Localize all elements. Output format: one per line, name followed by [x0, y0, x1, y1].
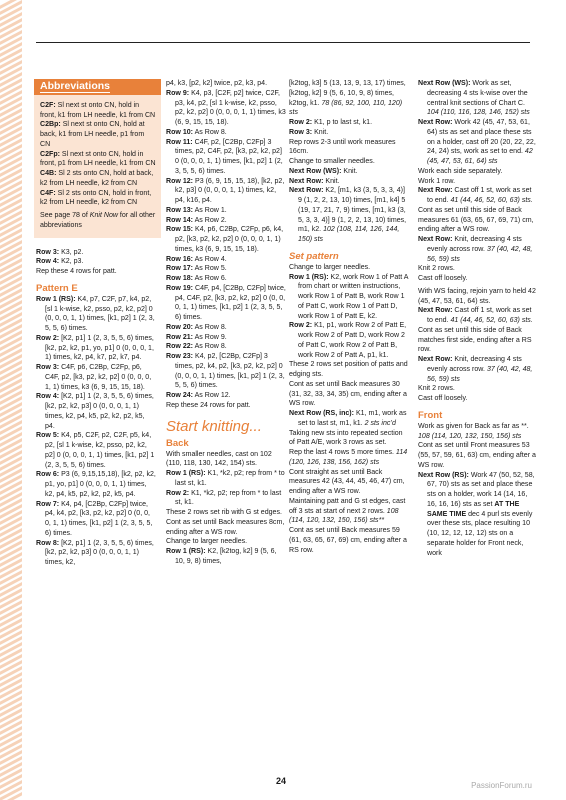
- instruction-text: [166, 450, 286, 470]
- instruction-text: [418, 287, 538, 307]
- instruction-row: [289, 186, 409, 245]
- stitch-count: 41 (44, 46, 52, 60, 63) sts.: [450, 317, 533, 324]
- row-text: Cast off 1 st, work as set to end.: [427, 307, 532, 324]
- instruction-text: [166, 518, 286, 538]
- instruction-text: [289, 157, 409, 167]
- row-text: Change to smaller needles.: [289, 158, 375, 165]
- instruction-text: [289, 448, 409, 468]
- row-text: K1, *k2, p2; rep from * to last st, k1.: [175, 489, 282, 507]
- row-text: Rep these 4 rows for patt.: [36, 268, 117, 275]
- column-1: [36, 79, 156, 568]
- row-label: Row 20:: [166, 323, 194, 331]
- row-label: Row 3:: [289, 128, 313, 136]
- start-knitting-heading: Start knitting...: [166, 417, 262, 435]
- watermark: PassionForum.ru: [471, 781, 532, 790]
- row-text: K4, p4, [C2Bp, C2Fp] twice, p4, k4, p2, [k3, p2, k2, p2] 0 (0, 0, 0, 1, 1) times, [k1, p2] 1 (2, 3, 5, 5, 6) times.: [45, 500, 153, 537]
- instruction-text: [418, 422, 538, 442]
- instruction-row: [36, 295, 156, 334]
- instruction-text: [166, 79, 286, 89]
- stitch-count: 108 (114, 120, 132, 150, 156) sts**: [289, 507, 399, 525]
- instruction-text: [166, 508, 286, 518]
- header-rule: [36, 42, 530, 43]
- stitch-count: 108 (114, 120, 132, 150, 156) sts: [418, 432, 522, 440]
- instruction-row: [166, 323, 286, 333]
- instruction-row: [289, 118, 409, 128]
- instruction-row: [418, 471, 538, 559]
- row-text: K2, [k2tog, k2] 9 (5, 6, 10, 9, 8) times,: [175, 548, 277, 565]
- stitch-count: 2 sts inc’d: [364, 419, 396, 427]
- pattern-e-continued: [166, 79, 286, 411]
- instruction-row: [166, 177, 286, 206]
- abbreviation-definition: Sl 2 sts onto CN, hold at back, k2 from LH needle, k2 from CN: [40, 170, 154, 187]
- row-text: As Row 2.: [193, 216, 227, 224]
- row-text: K2, p3.: [59, 258, 84, 266]
- back-heading: Back: [166, 437, 189, 449]
- instruction-row: [166, 206, 286, 216]
- row-text: Work 47 (50, 52, 58, 67, 70) sts as set and place these sts on a holder, work 14 (14, 16, 16, 16, 16) sts as set: [427, 471, 535, 508]
- instruction-text: [289, 360, 409, 380]
- stitch-count: 37 (40, 42, 48, 56, 59) sts: [427, 245, 533, 263]
- row-label: Next Row (WS):: [289, 167, 342, 175]
- row-text: Knit.: [323, 177, 340, 185]
- row-text: dec 4 purl sts evenly over these sts, place resulting 10 (10, 12, 12, 12, 12) sts on a separate holder for Front neck, work: [427, 510, 533, 557]
- instruction-row: [289, 167, 409, 177]
- row-text: Rep rows 2-3 until work measures 16cm.: [289, 138, 396, 156]
- row-text: K4, p5, C2F, p2, C2F, p5, k4, p2, [sl 1 k-wise, k2, psso, p2, k2, p2] 0 (0, 0, 0, 1, 1) times, [k1, p2] 1 (2, 3, 5, 5, 6) times.: [45, 432, 155, 469]
- row-text: As Row 8.: [193, 323, 227, 331]
- instruction-row: [36, 539, 156, 568]
- instruction-row: [289, 177, 409, 187]
- back-shaping-instructions: [418, 79, 538, 404]
- instruction-row: [36, 470, 156, 499]
- stitch-count: 42 (45, 47, 53, 61, 64) sts: [427, 148, 533, 165]
- instruction-row: [166, 284, 286, 323]
- abbreviation-term: C4F:: [40, 189, 56, 197]
- instruction-row: [166, 489, 286, 509]
- row-label: Next Row:: [418, 187, 453, 195]
- instruction-row: [166, 469, 286, 489]
- instruction-row: [166, 89, 286, 128]
- instruction-text: [289, 468, 409, 497]
- instruction-row: [418, 186, 538, 206]
- row-label: Next Row:: [289, 177, 324, 185]
- row-text: p4, k3, [p2, k2] twice, p2, k3, p4.: [166, 80, 268, 87]
- row-text: K4, p6, C2Bp, C2Fp, p6, k4, p2, [k3, p2, k2, p2] 0 (0, 0, 0, 1, 1) times, k3 (6, 9, 15, 15, 18).: [175, 226, 284, 253]
- stitch-count: 102 (108, 114, 126, 144, 150) sts: [298, 226, 400, 243]
- row-label: Row 19:: [166, 284, 194, 292]
- row-text: K1, m1, work as set to last st, m1, k1.: [298, 410, 407, 427]
- row-label: Row 3:: [36, 364, 60, 371]
- row-text: As Row 4.: [193, 255, 227, 263]
- row-text: Cast off 1 st, work as set to end.: [427, 187, 532, 204]
- row-text: Cont as set until this side of Back measures 61 (63, 65, 67, 69, 71) cm, ending after a WS row.: [418, 206, 534, 234]
- decorative-edge: [0, 0, 22, 800]
- instruction-text: [36, 267, 156, 277]
- row-text: Maintaining patt and G st edges, cast off 3 sts at start of next 2 rows.: [289, 497, 406, 515]
- row-text: K1, p1, work Row 2 of Patt E, work Row 2 of Patt D, work Row 2 of Patt C, work Row 2 of Patt B, work Row 2 of Patt A, p1, k1.: [298, 322, 407, 359]
- row-text: As Row 1.: [193, 206, 227, 214]
- row-text: K2, work Row 1 of Patt A from chart or written instructions, work Row 1 of Patt B, work Row 1 of Patt C, work Row 1 of Patt D, work Row 1 of Patt E, k2.: [298, 273, 409, 320]
- abbreviation-item: [40, 169, 156, 189]
- page-number: 24: [276, 776, 287, 786]
- row-label: Row 18:: [166, 275, 194, 282]
- row-text: [K2, p1] 1 (2, 3, 5, 5, 6) times, [k2, p2, k2, p3] 0 (0, 0, 0, 1, 1) times, k2,: [45, 539, 154, 566]
- row-label: Next Row (RS, inc):: [289, 410, 354, 417]
- instruction-row: [166, 255, 286, 265]
- row-text: Knit, decreasing 4 sts evenly across row.: [427, 236, 522, 253]
- instruction-row: [166, 391, 286, 401]
- row-label: Row 13:: [166, 206, 194, 214]
- instruction-text: [418, 206, 538, 235]
- row-text: Change to larger needles.: [166, 538, 248, 546]
- abbreviation-definition: Sl next st onto CN, hold in front, p1 from LH needle, k1 from CN: [40, 150, 156, 168]
- instruction-text: [418, 394, 538, 404]
- instruction-row: [36, 363, 156, 392]
- row-label: Row 1 (RS):: [166, 470, 206, 477]
- row-text: K4, p7, C2F, p7, k4, p2, [sl 1 k-wise, k2, psso, p2, k2, p2] 0 (0, 0, 0, 1, 1) times, [k1, p2] 1 (2, 3, 5, 5, 6) times.: [45, 295, 155, 332]
- row-text: Change to larger needles.: [289, 263, 371, 271]
- row-label: Row 4:: [36, 393, 60, 401]
- row-text: As Row 12.: [193, 392, 231, 399]
- instruction-text: [166, 401, 286, 411]
- abbreviation-term: C2Fp:: [40, 150, 60, 158]
- row-label: Row 1 (RS):: [36, 295, 76, 303]
- row-text: These 2 rows set position of patts and edging sts.: [289, 361, 408, 378]
- row-text: K4, p3, [C2F, p2] twice, C2F, p3, k4, p2, [sl 1 k-wise, k2, psso, p2, k2, p2] 0 (0, 0, 0, 1, 1) times, k3 (6, 9, 15, 15, 18).: [175, 89, 286, 126]
- column-3: [289, 79, 409, 555]
- row-text: K3, p2.: [59, 248, 84, 256]
- row-text: K2, [m1, k3 (3, 5, 3, 3, 4)] 9 (1, 2, 2, 13, 10) times, [m1, k4] 5 (19, 17, 21, 7, 9) times, [m1, k3 (3, 5, 3, 3, 4)] 9 (1, 2, 2, 13, 10) times, m1, k2.: [298, 187, 407, 234]
- instruction-row: [418, 306, 538, 326]
- row-label: Next Row:: [418, 119, 453, 126]
- instruction-row: [36, 334, 156, 363]
- abbreviation-definition: Sl next st onto CN, hold at back, k1 from LH needle, p1 from CN: [40, 121, 145, 148]
- row-label: Row 12:: [166, 177, 194, 185]
- instruction-row: [166, 225, 286, 254]
- instruction-row: [289, 409, 409, 429]
- row-text: Cont as set until this side of Back matches first side, ending after a RS row.: [418, 326, 532, 354]
- row-text: Cast off loosely.: [418, 275, 468, 282]
- row-label: Row 2:: [289, 322, 313, 330]
- front-heading: Front: [418, 409, 443, 421]
- instruction-text: [166, 537, 286, 547]
- row-text: Cont straight as set until Back measures 42 (43, 44, 45, 46, 47) cm, ending after a WS row.: [289, 468, 405, 495]
- row-text: Knit, decreasing 4 sts evenly across row.: [427, 356, 522, 373]
- instruction-row: [166, 352, 286, 391]
- instruction-row: [166, 547, 286, 567]
- row-text: Cont as set until Back measures 59 (61, 63, 65, 67, 69) cm, ending after a RS row.: [289, 527, 407, 554]
- row-label: Row 2:: [289, 119, 313, 126]
- instruction-text: [289, 263, 409, 273]
- row-text: Knit 2 rows.: [418, 265, 455, 273]
- row-text: With WS facing, rejoin yarn to held 42 (45, 47, 53, 61, 64) sts.: [418, 287, 536, 305]
- abbreviations-title: Abbreviations: [34, 79, 161, 97]
- back-instructions-continued: [289, 79, 409, 245]
- back-instructions: [166, 450, 286, 567]
- row-label: Row 22:: [166, 343, 194, 351]
- row-text: Knit.: [341, 167, 358, 175]
- abbreviation-item: [40, 101, 156, 121]
- column-2: [166, 79, 286, 567]
- instruction-row: [36, 431, 156, 470]
- row-label: Row 7:: [36, 500, 60, 508]
- abbreviations-list: [34, 97, 161, 231]
- see-also-text: for all other abbreviations: [40, 212, 156, 229]
- row-label: Row 24:: [166, 392, 194, 399]
- column-1-text: [36, 248, 156, 568]
- see-also-text: See page 78 of: [40, 212, 90, 219]
- row-text: Work each side separately.: [418, 167, 503, 175]
- row-label: Next Row:: [289, 187, 324, 195]
- row-text: [K2, p1] 1 (2, 3, 5, 5, 6) times, [k2, p2, k2, p1, yo, p1] 0 (0, 0, 0, 1, 1) times, k2, p4, k7, p2, k7, p4.: [45, 334, 154, 362]
- row-text: K1, p to last st, k1.: [312, 119, 373, 126]
- instruction-row: [289, 273, 409, 322]
- row-label: Row 5:: [36, 432, 60, 440]
- abbreviation-term: C2F:: [40, 101, 56, 109]
- front-instructions: [418, 422, 538, 559]
- instruction-text: [418, 326, 538, 355]
- instruction-row: [36, 500, 156, 539]
- stitch-count: 78 (86, 92, 100, 110, 120) sts: [289, 99, 403, 117]
- row-text: As Row 9.: [193, 333, 227, 341]
- row-text: P3 (6, 9, 15, 15, 18), [k2, p2, k2, p3] 0 (0, 0, 0, 1, 1) times, k2, p4, k16, p4.: [175, 177, 285, 204]
- row-text: Cast off loosely.: [418, 395, 468, 402]
- row-text: As Row 6.: [193, 275, 227, 282]
- instruction-text: [418, 264, 538, 274]
- instruction-row: [418, 355, 538, 384]
- instruction-row: [166, 333, 286, 343]
- row-label: Row 14:: [166, 216, 194, 224]
- instruction-row: [418, 235, 538, 264]
- row-text: These 2 rows set rib with G st edges.: [166, 509, 282, 516]
- instruction-row: [418, 118, 538, 167]
- row-text: Knit 2 rows.: [418, 385, 455, 393]
- row-label: Next Row:: [418, 356, 453, 363]
- row-label: Next Row (RS):: [418, 471, 469, 479]
- instruction-text: [418, 274, 538, 284]
- instruction-row: [36, 392, 156, 431]
- instruction-row: [36, 257, 156, 267]
- row-text: Work as set, decreasing 4 sts k-wise over the central knit sections of Chart C.: [427, 80, 528, 107]
- row-label: Next Row:: [418, 307, 453, 315]
- set-pattern-instructions: [289, 263, 409, 556]
- row-text: Rep these 24 rows for patt.: [166, 401, 251, 409]
- abbreviation-term: C2Bp:: [40, 121, 61, 129]
- row-label: Row 21:: [166, 333, 194, 341]
- row-emphasis: AT THE SAME TIME: [427, 500, 520, 518]
- row-text: As Row 8.: [193, 343, 227, 351]
- row-label: Row 23:: [166, 353, 194, 360]
- row-text: As Row 5.: [193, 265, 227, 273]
- row-label: Row 4:: [36, 258, 60, 266]
- instruction-row: [289, 321, 409, 360]
- stitch-count: 41 (44, 46, 52, 60, 63) sts.: [450, 197, 533, 204]
- row-text: Work as given for Back as far as **.: [418, 422, 529, 430]
- row-label: Row 1 (RS):: [289, 273, 329, 281]
- row-text: C4F, p4, [C2Bp, C2Fp] twice, p4, C4F, p2, [k3, p2, k2, p2] 0 (0, 0, 0, 1, 1) times, [k1, p2] 1 (2, 3, 5, 5, 6) times.: [175, 284, 286, 321]
- instruction-text: [289, 138, 409, 158]
- row-label: Next Row:: [418, 236, 453, 243]
- row-text: [K2, p1] 1 (2, 3, 5, 5, 6) times, [k2, p2, k2, p3] 0 (0, 0, 0, 1, 1) times, k2, p4, k5, p2, k2, p2, k5, p4.: [45, 393, 154, 430]
- row-label: Row 10:: [166, 128, 194, 136]
- row-label: Row 17:: [166, 265, 194, 273]
- magazine-name: Knit Now: [89, 212, 118, 219]
- instruction-text: [289, 429, 409, 449]
- row-label: Row 2:: [166, 489, 190, 497]
- column-4: [418, 79, 538, 558]
- row-text: K4, p2, [C2Bp, C2Fp] 3 times, p2, k4, p2, [k3, p2, k2, p2] 0 (0, 0, 0, 1, 1) times, [k1, p2] 1 (2, 3, 5, 5, 6) times.: [175, 353, 285, 390]
- row-label: Row 11:: [166, 138, 193, 146]
- instruction-row: [36, 248, 156, 258]
- abbreviations-see-also: [40, 211, 156, 231]
- abbreviation-term: C4B:: [40, 170, 57, 177]
- row-label: Row 16:: [166, 255, 194, 263]
- row-label: Next Row (WS):: [418, 80, 471, 87]
- row-text: Taking new sts into repeated section of Patt A/E, work 3 rows as set.: [289, 429, 403, 447]
- row-label: Row 15:: [166, 226, 194, 234]
- stitch-count: 37 (40, 42, 48, 56, 59) sts: [427, 365, 533, 383]
- instruction-row: [166, 138, 286, 177]
- instruction-text: [289, 497, 409, 526]
- instruction-row: [166, 216, 286, 226]
- instruction-text: [289, 380, 409, 409]
- abbreviations-box: [34, 79, 161, 238]
- row-text: Cont as set until Back measures 30 (31, 32, 33, 34, 35) cm, ending after a WS row.: [289, 380, 407, 408]
- instruction-row: [166, 128, 286, 138]
- instruction-row: [166, 274, 286, 284]
- instruction-text: [418, 167, 538, 177]
- instruction-text: [289, 526, 409, 555]
- row-text: [k2tog, k3] 5 (13, 13, 9, 13, 17) times, [k2tog, k2] 9 (5, 6, 10, 9, 8) times, k2tog, k1.: [289, 80, 406, 107]
- abbreviation-item: [40, 189, 156, 209]
- row-text: As Row 8.: [193, 128, 227, 136]
- row-text: C4F, p2, [C2Bp, C2Fp] 3 times, p2, C4F, p2, [k3, p2, k2, p2] 0 (0, 0, 0, 1, 1) times, [k1, p2] 1 (2, 3, 5, 5, 6) times.: [175, 138, 283, 175]
- row-text: Rep the last 4 rows 5 more times.: [289, 449, 396, 456]
- row-text: With smaller needles, cast on 102 (110, 118, 130, 142, 154) sts.: [166, 450, 272, 468]
- instruction-text: [289, 79, 409, 118]
- instruction-text: [418, 441, 538, 470]
- section-heading: Pattern E: [36, 282, 78, 294]
- row-text: Work 42 (45, 47, 53, 61, 64) sts as set and place these sts on a holder, cast off 20 (20, 22, 22, 24, 24) sts, work as set to end.: [427, 119, 536, 156]
- row-label: Row 1 (RS):: [166, 548, 206, 555]
- abbreviation-definition: Sl 2 sts onto CN, hold in front, k2 from LH needle, k2 from CN: [40, 189, 152, 207]
- instruction-row: [289, 128, 409, 138]
- row-text: Knit.: [312, 128, 329, 136]
- row-text: Cont as set until Back measures 8cm, ending after a WS row.: [166, 518, 285, 536]
- stitch-count: 104 (110, 116, 128, 146, 152) sts: [427, 109, 530, 117]
- row-label: Row 9:: [166, 89, 190, 97]
- stitch-count: 114 (120, 126, 138, 156, 162) sts: [289, 449, 408, 466]
- instruction-row: [418, 79, 538, 118]
- row-text: Cont as set until Front measures 53 (55, 57, 59, 61, 63) cm, ending after a WS row.: [418, 442, 536, 469]
- instruction-text: [418, 384, 538, 394]
- abbreviation-item: [40, 150, 156, 170]
- set-pattern-heading: Set pattern: [289, 250, 339, 262]
- row-text: K1, *k2, p2; rep from * to last st, k1.: [175, 470, 285, 487]
- row-label: Row 8:: [36, 539, 60, 547]
- instruction-text: [418, 177, 538, 187]
- row-label: Row 6:: [36, 471, 60, 479]
- row-text: Work 1 row.: [418, 177, 456, 185]
- row-label: Row 3:: [36, 248, 60, 256]
- abbreviation-item: [40, 120, 156, 149]
- row-text: C4F, p6, C2Bp, C2Fp, p6, C4F, p2, [k3, p2, k2, p2] 0 (0, 0, 0, 1, 1) times, k3 (6, 9, 15, 15, 18).: [45, 364, 152, 391]
- abbreviation-definition: Sl next st onto CN, hold in front, k1 from LH needle, k1 from CN: [40, 101, 156, 119]
- instruction-row: [166, 264, 286, 274]
- row-text: P3 (6, 9,15,15,18), [k2, p2, k2, p1, yo, p1] 0 (0, 0, 0, 1, 1) times, k2, p4, k5, p2, k2, p2, k5, p4.: [45, 471, 156, 498]
- row-label: Row 2:: [36, 334, 60, 342]
- instruction-row: [166, 342, 286, 352]
